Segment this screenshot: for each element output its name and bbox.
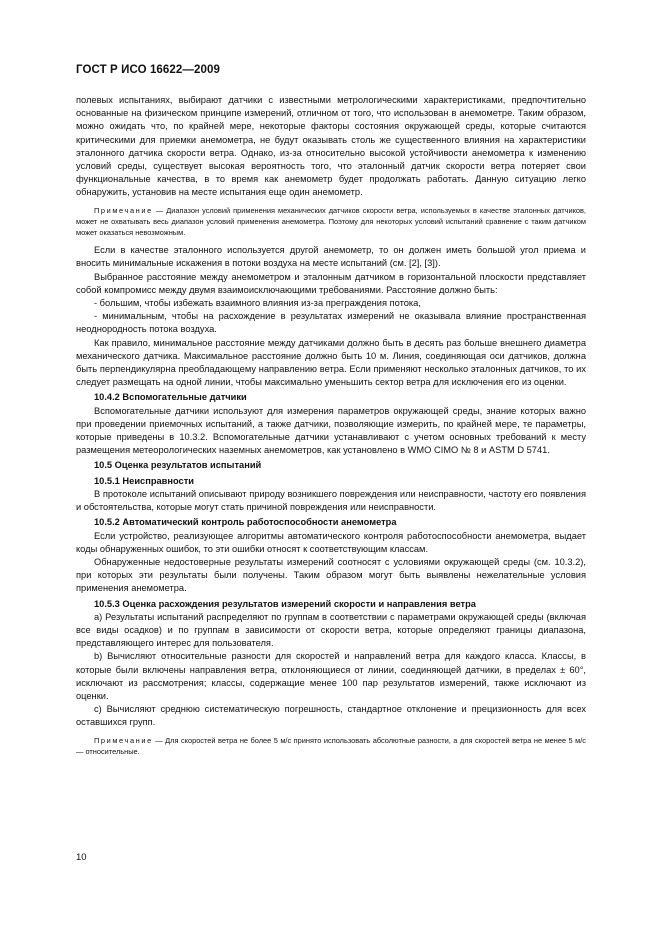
list-item: b) Вычисляют относительные разности для скоростей и направлений ветра для каждого класса. Классы, в которые были включены направления ветра, отклоняющиеся от линии, соединяющей датчики, в пределах ± 60°, исключают из рассмотрения; классы, содержащие менее 100 пар результатов измерений, также исключают из оценки. (76, 651, 586, 701)
note-label: Примечание (94, 735, 153, 745)
page-header: ГОСТ Р ИСО 16622—2009 (76, 64, 221, 76)
paragraph: полевых испытаниях, выбирают датчики с известными метрологическими характеристиками, предпочтительно основанные на физическом принципе измерений, отличном от того, что использован в анемометре. Таким образом, можно ожидать что, по крайней мере, некоторые факторы состояния окружающей среды, которые считаются критическими для приемки анемометра, не будут оказывать столь же существенного влияния на характеристики эталонного датчика скорости ветра. Однако, из-за относительно высокой устойчивости анемометра к изменению условий среды, существует высокая вероятность того, что эталонный датчик скорости ветра потеряет свои функциональные качества, в то время как анемометр будет продолжать работать. Данную ситуацию легко обнаружить, установив на месте испытания еще один анемометр. (76, 95, 586, 198)
paragraph: В протоколе испытаний описывают природу возникшего повреждения или неисправности, частоту его появления и обстоятельства, которые могут стать причиной повреждения или неисправности. (76, 488, 586, 513)
section-heading: 10.4.2 Вспомогательные датчики (94, 392, 247, 403)
list-item: а) Результаты испытаний распределяют по группам в соответствии с параметрами окружающей среды (включая все виды осадков) и по группам в зависимости от скорости ветра, которые определяют границы диапазона, представляющего интерес для пользователя. (76, 611, 586, 649)
paragraph: Как правило, минимальное расстояние между датчиками должно быть в десять раз больше внешнего диаметра механического датчика. Максимальное расстояние должно быть 10 м. Линия, соединяющая оси датчиков, должна быть перпендикулярна преобладающему направлению ветра. Если применяют несколько эталонных датчиков, то их следует размещать на одной линии, чтобы максимально уменьшить сектор ветра для исключения его из оценки. (76, 337, 586, 388)
section-heading: 10.5.2 Автоматический контроль работоспособности анемометра (94, 517, 397, 528)
list-item: - минимальным, чтобы на расхождение в результатах измерений не оказывала влияние пространственная неоднородность потока воздуха. (76, 311, 586, 335)
paragraph: Если в качестве эталонного используется другой анемометр, то он должен иметь большой угол приема и вносить минимальные искажения в потоки воздуха на месте испытаний (см. [2], [3]). (76, 245, 586, 269)
note (76, 735, 586, 757)
paragraph: Обнаруженные недостоверные результаты измерений соотносят с условиями окружающей среды (см. 10.3.2), при которых эти результаты были получены. Таким образом могут быть выявлены нежелательные условия применения анемометра. (76, 556, 586, 594)
list-item: - большим, чтобы избежать взаимного влияния из-за преграждения потока, (94, 298, 421, 309)
section-heading: 10.5 Оценка результатов испытаний (94, 460, 262, 471)
page-number: 10 (76, 852, 87, 863)
page-body (76, 94, 586, 763)
list-item: с) Вычисляют среднюю систематическую погрешность, стандартное отклонение и прецизионность для всех оставшихся групп. (76, 704, 586, 728)
paragraph: Выбранное расстояние между анемометром и эталонным датчиком в горизонтальной плоскости представляет собой компромисс между двумя взаимоисключающими требованиями. Расстояние должно быть: (76, 271, 586, 295)
note-text: — Диапазон условий применения механических датчиков скорости ветра, используемых в качестве эталонных датчиков, может не охватывать весь диапазон условий применения анемометра. Поэтому для некоторых условий испытаний сравнение с таким датчиком может оказаться невозможным. (76, 205, 586, 238)
note-label: Примечание (94, 205, 153, 215)
section-heading: 10.5.1 Неисправности (94, 475, 194, 486)
paragraph: Если устройство, реализующее алгоритмы автоматического контроля работоспособности анемометра, выдает коды обнаруженных ошибок, то эти ошибки относят к соответствующим классам. (76, 530, 586, 554)
note (76, 205, 586, 239)
section-heading: 10.5.3 Оценка расхождения результатов измерений скорости и направления ветра (94, 598, 476, 609)
note-text: — Для скоростей ветра не более 5 м/с принято использовать абсолютные разности, а для скоростей ветра не менее 5 м/с — относительные. (76, 735, 586, 756)
paragraph: Вспомогательные датчики используют для измерения параметров окружающей среды, знание которых важно при проведении приемочных испытаний, а также датчики, позволяющие измерить, по крайней мере, те параметры, которые приведены в 10.3.2. Вспомогательные датчики устанавливают с учетом основных требований к месту размещения метеорологических наземных анемометров, как установлено в WMO CIMO № 8 и ASTM D 5741. (76, 405, 586, 456)
